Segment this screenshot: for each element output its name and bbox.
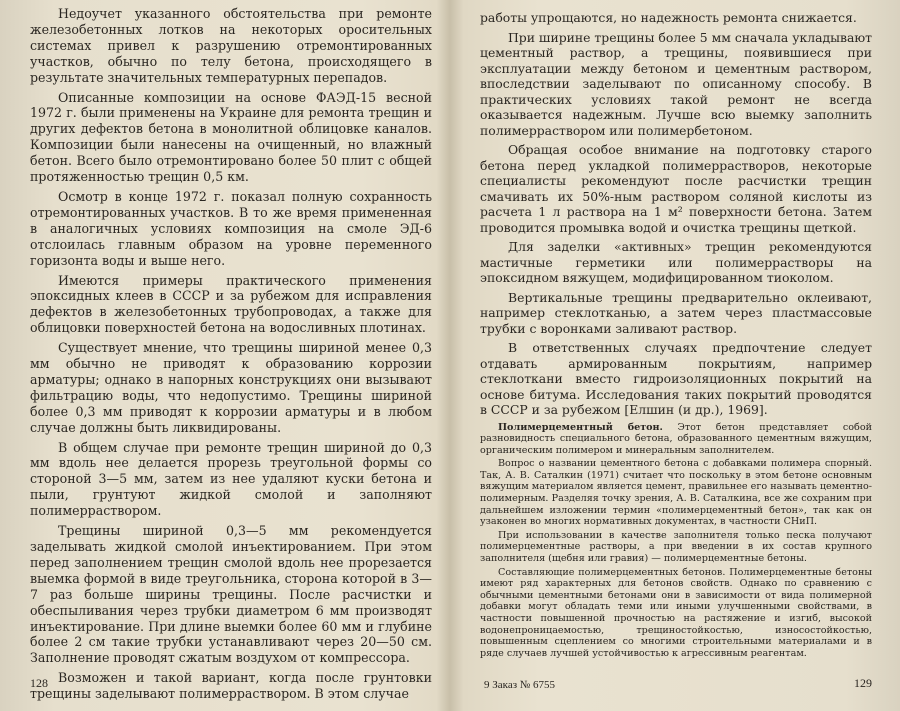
page-number-left: 128 xyxy=(30,676,48,690)
right-page-body xyxy=(480,10,872,418)
paragraph: Для заделки «активных» трещин рекомендуются мастичные герметики или полимеррастворы на эпоксидном вяжущем, модифицированном тиоколом. xyxy=(480,239,872,285)
left-page-body xyxy=(30,6,432,702)
paragraph: Осмотр в конце 1972 г. показал полную сохранность отремонтированных участков. В то же время примененная в аналогичных условиях композиция на смоле ЭД-6 отслоилась главным образом на уровне переменного горизонта воды и выше него. xyxy=(30,188,432,268)
section-paragraph xyxy=(480,422,872,457)
section-heading: Полимерцементный бетон. xyxy=(498,421,663,433)
paragraph: При ширине трещины более 5 мм сначала укладывают цементный раствор, а трещины, появившиеся при эксплуатации между бетоном и цементным раствором, впоследствии заделывают по описанному способу. В практических условиях такой ремонт не всегда оказывается надежным. Лучше всю выемку заполнить полимерраствором или полимербетоном. xyxy=(480,29,872,138)
small-paragraph: Вопрос о названии цементного бетона с добавками полимера спорный. Так, А. В. Саталкин (1971) считает что поскольку в этом бетоне основным вяжущим материалом является цемент, правильнее его называть цементно-полимерным. Разделяя точку зрения, А. В. Саталкина, все же сохраним при дальнейшем изложении термин «полимерцементный бетон», так как он узаконен во многих нормативных документах, в частности СНиП. xyxy=(480,458,872,528)
paragraph: Описанные композиции на основе ФАЭД-15 весной 1972 г. были применены на Украине для ремонта трещин и других дефектов бетона в монолитной облицовке каналов. Композиции были нанесены на очищенный, но влажный бетон. Всего было отремонтировано более 50 плит с общей протяженностью трещин 0,5 км. xyxy=(30,89,432,185)
paragraph: Имеются примеры практического применения эпоксидных клеев в СССР и за рубежом для исправления дефектов в железобетонных трубопроводах, а также для облицовки поверхностей бетона на водосливных плотинах. xyxy=(30,272,432,336)
paragraph: Недоучет указанного обстоятельства при ремонте железобетонных лотков на некоторых оросительных системах привел к разрушению отремонтированных участков, обычно по телу бетона, происходящего в результате значительных температурных перепадов. xyxy=(30,6,432,85)
paragraph: работы упрощаются, но надежность ремонта снижается. xyxy=(480,10,857,25)
small-print-section xyxy=(480,422,872,660)
printer-signature: 9 Заказ № 6755 xyxy=(484,679,556,691)
right-page xyxy=(450,0,900,711)
paragraph: В общем случае при ремонте трещин шириной до 0,3 мм вдоль нее делается прорезь треугольной формы со стороной 3—5 мм, затем из нее удаляют куски бетона и пыли, грунтуют жидкой смолой и заполняют полимерраствором. xyxy=(30,439,432,519)
paragraph: Обращая особое внимание на подготовку старого бетона перед укладкой полимеррастворов, некоторые специалисты рекомендуют после расчистки трещин смачивать их 50%-ным раствором соляной кислоты из расчета 1 л раствора на 1 м² поверхности бетона. Затем проводится промывка водой и очистка трещины щеткой. xyxy=(480,142,872,235)
small-paragraph: При использовании в качестве заполнителя только песка получают полимерцементные растворы, а при введении в их состав крупного заполнителя (щебня или гравия) — полимерцементные бетоны. xyxy=(480,529,872,565)
paragraph: В ответственных случаях предпочтение следует отдавать армированным покрытиям, например стеклоткани вместо гидроизоляционных покрытий на основе битума. Исследования таких покрытий проводятся в СССР и за рубежом [Елшин (и др.), 1969]. xyxy=(480,340,872,417)
page-number-right: 129 xyxy=(854,676,872,690)
section-paragraph-text: Этот бетон представляет собой разновидность специального бетона, образованного цементным вяжущим, органическим полимером и минеральным заполнителем. xyxy=(480,421,872,456)
paragraph: Существует мнение, что трещины шириной менее 0,3 мм обычно не приводят к образованию коррозии арматуры; однако в напорных конструкциях они вызывают фильтрацию воды, что недопустимо. Трещины шириной более 0,3 мм приводят к коррозии арматуры и в любом случае должны быть ликвидированы. xyxy=(30,340,432,435)
small-paragraph: Составляющие полимерцементных бетонов. Полимерцементные бетоны имеют ряд характерных для бетонов свойств. Однако по сравнению с обычными цементными бетонами они в зависимости от вида полимерной добавки могут обладать теми или иными улучшенными свойствами, в частности повышенной прочностью на растяжение и изгиб, высокой водонепроницаемостью, трещиностойкостью, износостойкостью, повышенным сцеплением со многими строительными материалами и в ряде случаев лучшей устойчивостью к агрессивным реагентам. xyxy=(480,566,872,659)
paragraph: Возможен и такой вариант, когда после грунтовки трещины заделывают полимерраствором. В этом случае xyxy=(30,670,432,702)
paragraph: Вертикальные трещины предварительно оклеивают, например стеклотканью, а затем через пластмассовые трубки с воронками заливают раствор. xyxy=(480,289,872,336)
paragraph: Трещины шириной 0,3—5 мм рекомендуется заделывать жидкой смолой инъектированием. При этом перед заполнением трещин смолой вдоль нее прорезается выемка формой в виде треугольника, сторона которой в 3—7 раз больше ширины трещины. После расчистки и обеспыливания через трубки диаметром 6 мм производят инъектирование. При длине выемки более 60 мм и глубине более 2 см такие трубки устанавливают через 20—50 см. Заполнение проводят сжатым воздухом от компрессора. xyxy=(30,523,432,666)
